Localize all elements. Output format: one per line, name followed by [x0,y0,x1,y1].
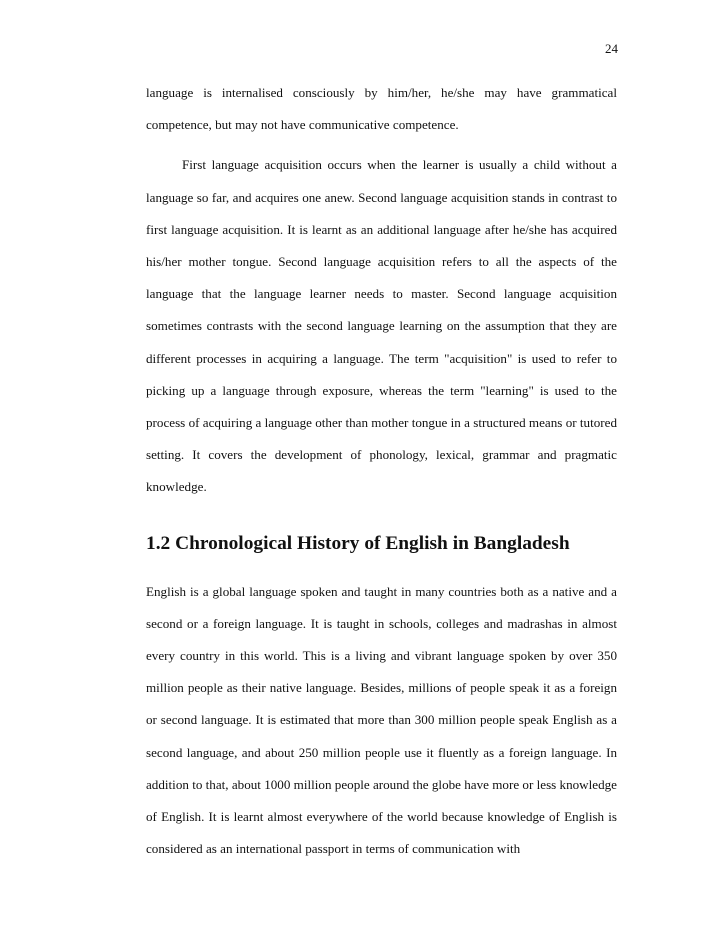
page-number: 24 [605,41,618,56]
paragraph-english-global: English is a global language spoken and taught in many countries both as a native and a second or a foreign language. It is taught in schools, colleges and madrashas in almost every country in this world. This is a living and vibrant language spoken by over 350 million people as their native language. Besides, millions of people speak it as a foreign or second language. It is estimated that more than 300 million people speak English as a second language, and about 250 million people use it fluently as a foreign language. In addition to that, about 1000 million people around the globe have more or less knowledge of English. It is learnt almost everywhere of the world because knowledge of English is considered as an international passport in terms of communication with [146,583,617,857]
page-content [146,77,617,865]
section-heading: 1.2 Chronological History of English in Bangladesh [146,532,570,554]
paragraph-language-acquisition: First language acquisition occurs when the learner is usually a child without a language so far, and acquires one anew. Second language acquisition stands in contrast to first language acquisition. It is learnt as an additional language after he/she has acquired his/her mother tongue. Second language acquisition refers to all the aspects of the language that the language learner needs to master. Second language acquisition sometimes contrasts with the second language learning on the assumption that they are different processes in acquiring a language. The term "acquisition" is used to refer to picking up a language through exposure, whereas the term "learning" is used to the process of acquiring a language other than mother tongue in a structured means or tutored setting. It covers the development of phonology, lexical, grammar and pragmatic knowledge. [146,157,617,495]
paragraph-continuation: language is internalised consciously by him/her, he/she may have grammatical competence, but may not have communicative competence. [146,85,617,133]
